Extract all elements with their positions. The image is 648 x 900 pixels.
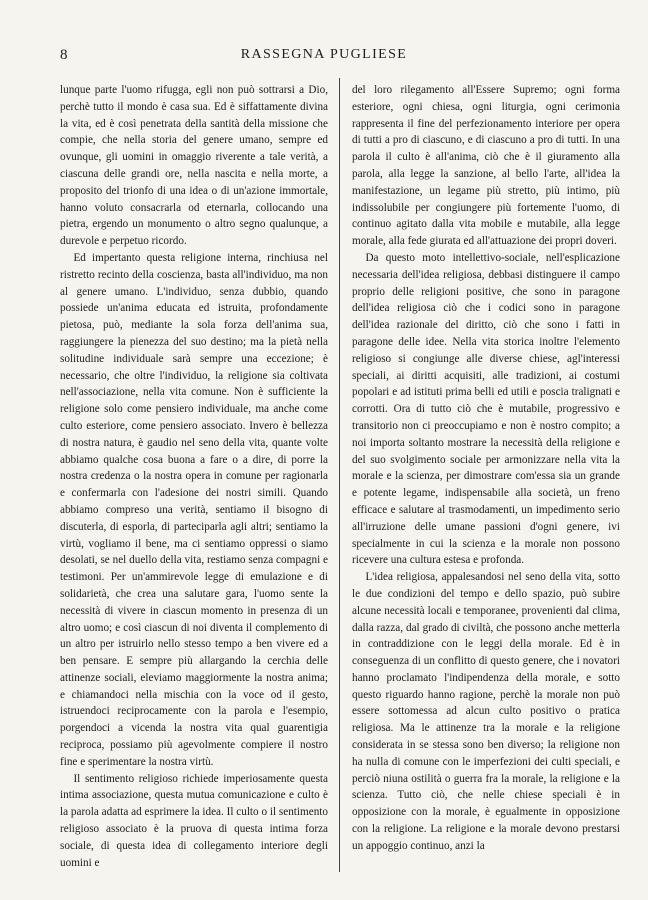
page-number: 8 xyxy=(60,47,68,63)
paragraph: Il sentimento religioso richiede imperiosamente questa intima associazione, questa mutua comunicazione e culto è la parola adatta ad esprimere la idea. Il culto o il sentimento religioso associato è la pruova di questa intima forza sociale, di questa idea di collegamento interiore degli uomini e xyxy=(60,772,328,869)
left-column xyxy=(60,82,328,871)
paragraph: del loro rilegamento all'Essere Supremo; ogni forma esteriore, ogni chiesa, ogni liturgia, ogni cerimonia rappresenta il fine del perfezionamento interiore per opera di tutti a pro di ciascuno, e di ciascuno a pro di tutti. In una parola il culto è all'anima, ciò che è il giuramento alla parola, alla legge la sanzione, al bello l'arte, all'idea la manifestazione, un legame più stretto, più intimo, più indissolubile per congiungere più fortemente l'uomo, di continuo agitato dalla vita mobile e mutabile, alla legge morale, alla fede giurata ed all'attuazione dei propri doveri. xyxy=(352,84,620,248)
paragraph: lunque parte l'uomo rifugga, egli non può sottrarsi a Dio, perchè tutto il mondo è casa sua. Ed è siffattamente divina la vita, ed è così penetrata della santità della missione che compie, che nella storia del genere umano, sempre ed ovunque, gli uomini in omaggio riverente a tale verità, a ciascuna delle grandi ore, nella nascita e nella morte, a proposito del trionfo di una idea o di un'azione immortale, hanno voluto consacrarla od eternarla, collocando una pietra, ergendo un monumento o altro segno qualunque, a durevole e perpetuo ricordo. xyxy=(60,84,328,248)
text-columns xyxy=(60,82,620,882)
running-title: RASSEGNA PUGLIESE xyxy=(240,47,408,62)
paragraph: Ed impertanto questa religione interna, rinchiusa nel ristretto recinto della coscienza, basta all'individuo, ma non al genere umano. L'individuo, senza dubbio, quando possiede un'anima educata ed istruita, profondamente pietosa, può, mediante la sola forza dell'anima sua, raggiungere la pienezza del suo destino; ma la pietà nella solitudine individuale sarà sempre una eccezione; è necessario, che oltre l'individuo, la religione sia coltivata nell'associazione, nella vita comune. Non è sufficiente la religione solo come pensiero individuale, ma anche come culto esteriore, come pensiero associato. Invero è bellezza di nostra natura, è gaudio nel seno della vita, quante volte abbiamo qualche cosa buona a fare o a dire, di porre la nostra credenza o la nostra opera in comune per ragionarla e confermarla con l'adesione dei nostri simili. Quando abbiamo compreso una verità, sentiamo il bisogno di discuterla, di esporla, di parteciparla agli altri; sentiamo la virtù, vogliamo il bene, ma ci sentiamo oppressi o siamo desolati, se nel duello della vita, restiamo senza compagni e testimoni. Per un'ammirevole legge di emulazione e di solidarietà, che crea una salutare gara, l'uomo sente la necessità di vivere in ciascun momento in presenza di un altro uomo; e così ciascun di noi diventa il complemento di un altro per istruirlo nello stesso tempo a ben vivere ed a ben pensare. E sempre più allargando la cerchia delle attinenze sociali, eleviamo maggiormente la nostra anima; e chiamandoci nella mischia con la voce od il gesto, istruendoci reciprocamente con la parola e l'esempio, porgendoci a vicenda la nostra vita qual guarentigia reciproca, possiamo più agevolmente compiere il nostro fine e sperimentare la nostra virtù. xyxy=(60,251,328,768)
paragraph: Da questo moto intellettivo-sociale, nell'esplicazione necessaria dell'idea religiosa, debbasi distinguere il campo proprio delle religioni positive, che sono in paragone dell'idea religiosa ciò che i codici sono in paragone dell'idea razionale del diritto, ciò che sono i fatti in paragone delle idee. Nella vita storica inoltre l'elemento religioso si congiunge alle diverse chiese, agl'interessi speciali, ai diritti acquisiti, alle tradizioni, ai costumi popolari e ad istituti prima belli ed utili e poscia tralignati e corrotti. Ora di tutto ciò che è mutabile, progressivo e transitorio non ci preoccupiamo e non è nostro compito; a noi importa soltanto mostrare la necessità della religione e del suo svolgimento sociale per armonizzare nella vita la morale e la scienza, per dimostrare com'essa sia un grande e potente legame, indispensabile alla società, un freno efficace e salutare al trasmodamenti, un impedimento serio all'irruzione delle umane passioni d'ogni genere, ivi specialmente in cui la scienza e la morale non possono ricevere una cultura estesa e profonda. xyxy=(352,251,620,567)
paragraph: L'idea religiosa, appalesandosi nel seno della vita, sotto le due condizioni del tempo e dello spazio, può subire alcune necessità locali e temporanee, provenienti dal clima, dalla razza, dal grado di civiltà, che possono anche metterla in contraddizione con le leggi della morale. Ed è in conseguenza di un conflitto di questo genere, che i novatori hanno proclamato l'indipendenza della morale, e sotto questo riguardo hanno ragione, perchè la morale non può essere sottomessa ad alcun culto positivo o pratica religiosa. Ma le attinenze tra la morale e la religione considerata in se stessa sono ben diverso; la religione non ha nulla di comune con le imperfezioni dei culti speciali, e perciò niuna ostilità o guerra fra la morale, la religione e la scienza. Tutto ciò, che nelle chiese speciali è in opposizione con la morale, è egualmente in opposizione con la religione. La religione e la morale devono prestarsi un appoggio continuo, anzi la xyxy=(352,571,620,852)
right-column xyxy=(352,82,620,855)
